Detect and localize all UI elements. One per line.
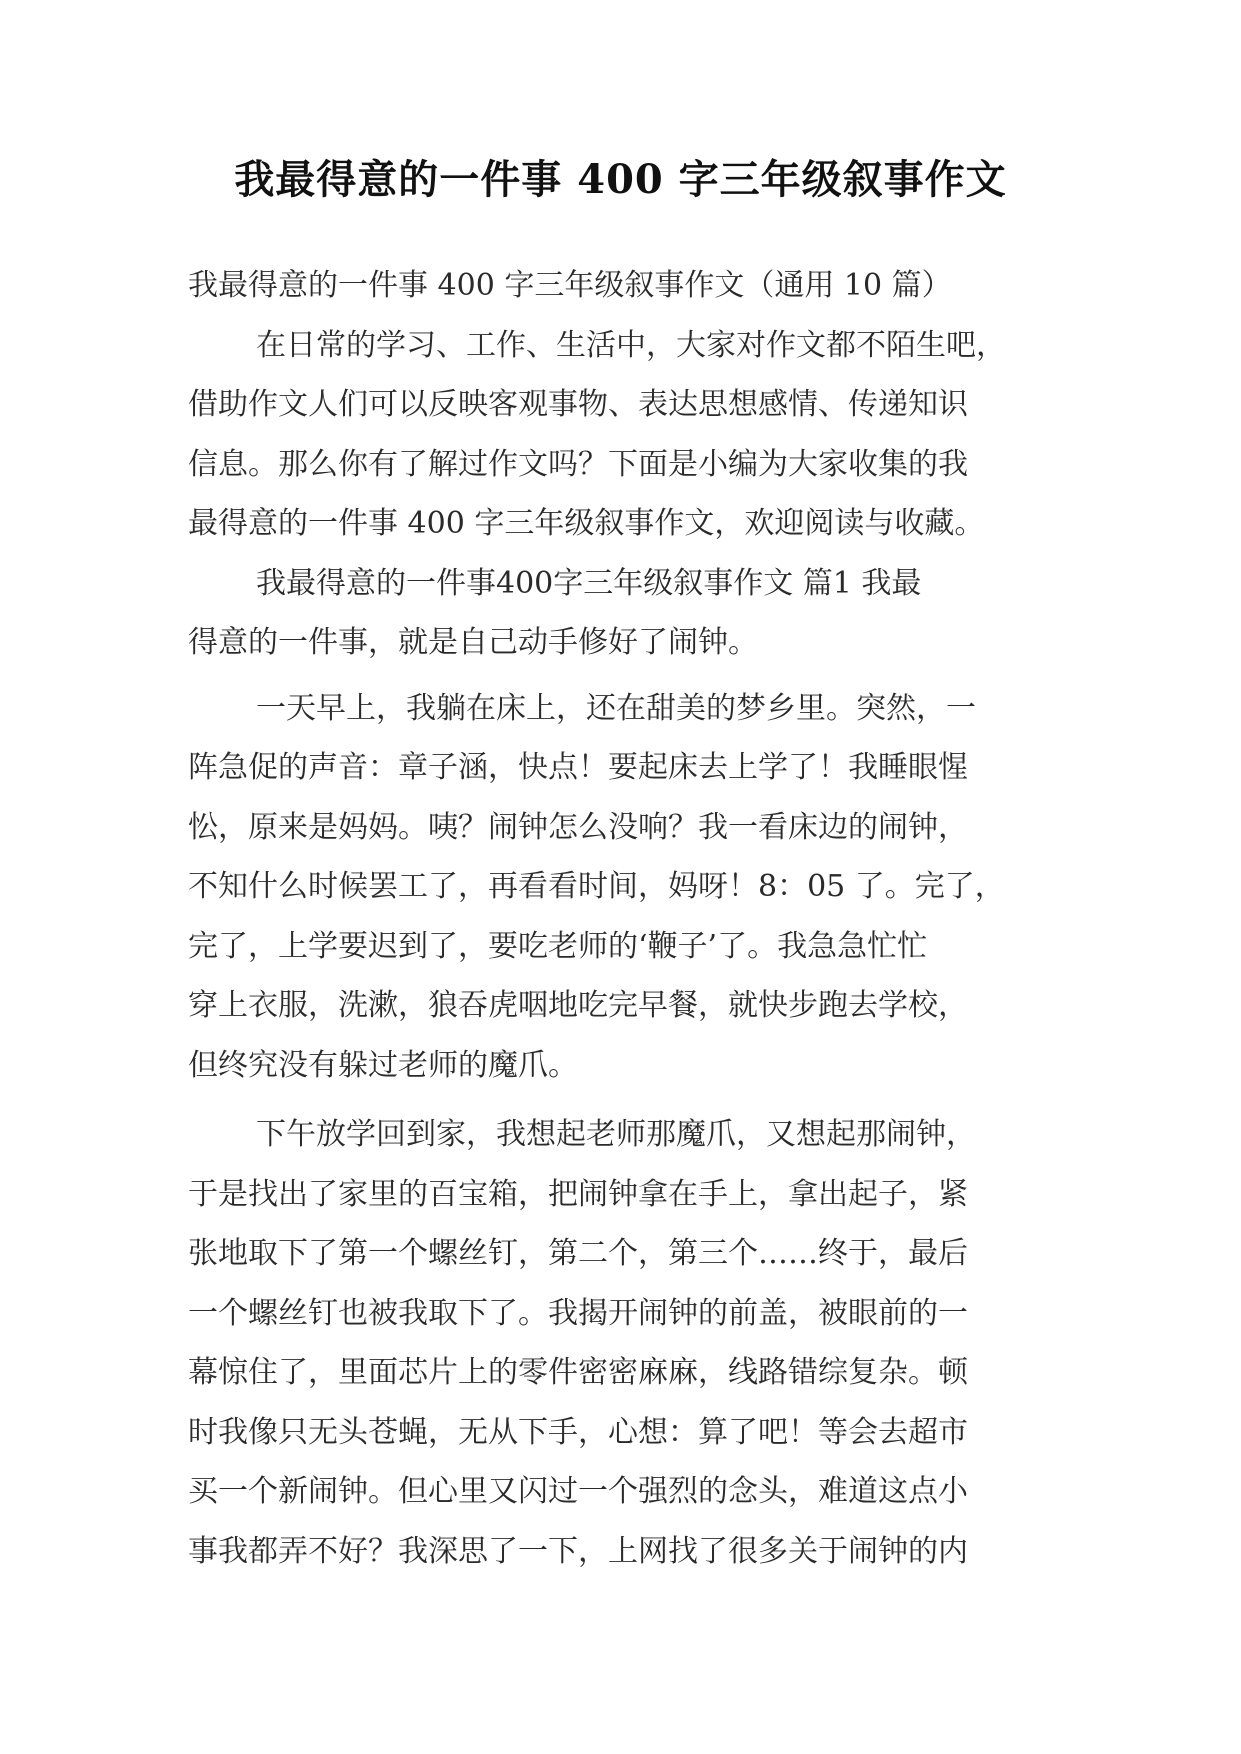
paragraph-line: 得意的一件事，就是自己动手修好了闹钟。 (188, 625, 758, 660)
paragraph-line: 幕惊住了，里面芯片上的零件密密麻麻，线路错综复杂。顿 (188, 1355, 968, 1390)
paragraph-line: 最得意的一件事 400 字三年级叙事作文，欢迎阅读与收藏。 (188, 506, 985, 541)
paragraph-line: 一天早上，我躺在床上，还在甜美的梦乡里。突然，一 (256, 690, 976, 726)
paragraph-line: 买一个新闹钟。但心里又闪过一个强烈的念头，难道这点小 (188, 1474, 968, 1509)
document-body (188, 256, 1064, 1581)
paragraph-line: 信息。那么你有了解过作文吗？下面是小编为大家收集的我 (188, 446, 968, 482)
paragraph-line: 时我像只无头苍蝇，无从下手，心想：算了吧！等会去超市 (188, 1414, 968, 1450)
subtitle-line: 我最得意的一件事 400 字三年级叙事作文（通用 10 篇） (188, 268, 952, 303)
paragraph-line: 借助作文人们可以反映客观事物、表达思想感情、传递知识 (188, 387, 968, 422)
paragraph-line: 在日常的学习、工作、生活中，大家对作文都不陌生吧， (256, 327, 1006, 363)
paragraph-line: 我最得意的一件事400字三年级叙事作文 篇1 我最 (256, 565, 922, 601)
paragraph-line: 于是找出了家里的百宝箱，把闹钟拿在手上，拿出起子，紧 (188, 1176, 968, 1212)
paragraph-line: 张地取下了第一个螺丝钉，第二个，第三个……终于，最后 (188, 1236, 968, 1271)
paragraph-line: 完了，上学要迟到了，要吃老师的‘鞭子’了。我急急忙忙 (188, 928, 928, 964)
paragraph-line: 事我都弄不好？我深思了一下，上网找了很多关于闹钟的内 (188, 1533, 968, 1569)
paragraph-line: 穿上衣服，洗漱，狼吞虎咽地吃完早餐，就快步跑去学校， (188, 988, 968, 1023)
paragraph-line: 不知什么时候罢工了，再看看时间，妈呀！8：05 了。完了， (188, 869, 1005, 904)
paragraph-line: 阵急促的声音：章子涵，快点！要起床去上学了！我睡眼惺 (188, 750, 968, 785)
paragraph-line: 一个螺丝钉也被我取下了。我揭开闹钟的前盖，被眼前的一 (188, 1295, 968, 1331)
paragraph-line: 但终究没有躲过老师的魔爪。 (188, 1047, 578, 1083)
paragraph-line: 下午放学回到家，我想起老师那魔爪，又想起那闹钟， (256, 1117, 976, 1152)
paragraph-line: 忪，原来是妈妈。咦？闹钟怎么没响？我一看床边的闹钟， (188, 809, 968, 845)
document-title: 我最得意的一件事 400 字三年级叙事作文 (234, 156, 1007, 203)
